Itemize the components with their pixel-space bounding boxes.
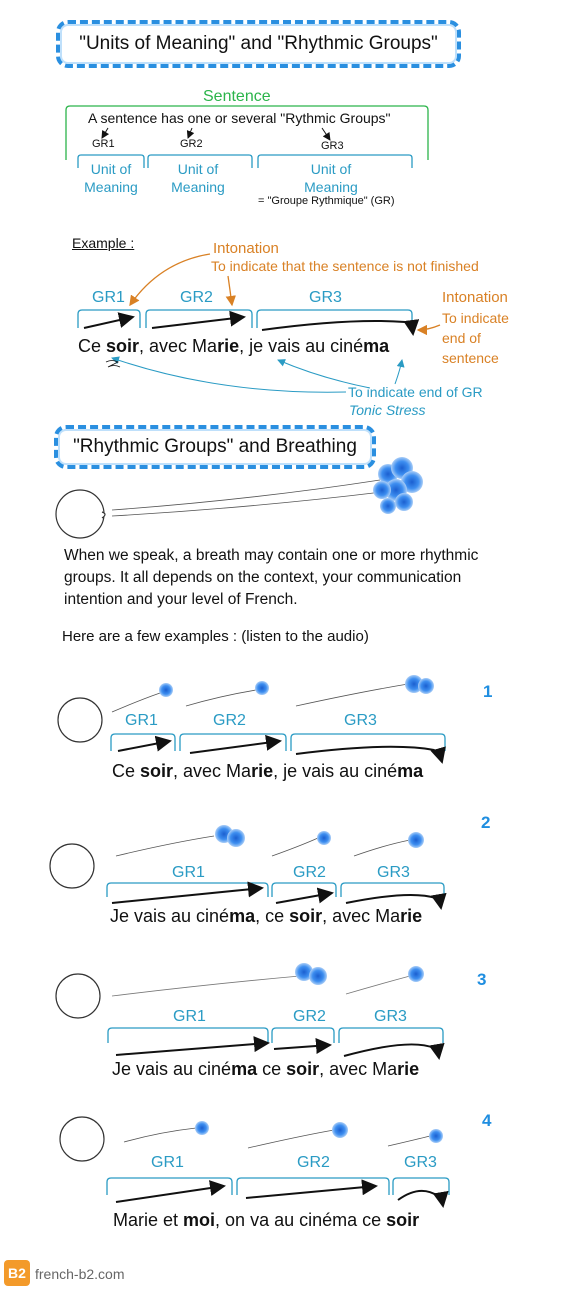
intonation-arrows	[130, 254, 440, 330]
s-stress: moi	[183, 1210, 216, 1230]
s-part: Je vais au ciné	[110, 906, 230, 926]
ex1-arrows	[118, 741, 442, 762]
unit3-line2: Meaning	[304, 179, 358, 195]
s-part: , avec Ma	[322, 906, 401, 926]
tonic-stress: Tonic Stress	[349, 402, 426, 418]
s-stress: rie	[400, 906, 423, 926]
tonic-arrows	[112, 358, 402, 392]
intonation1-title: Intonation	[213, 240, 279, 257]
s-stress: soir	[106, 336, 140, 356]
intonation2-desc-2: end of	[442, 330, 481, 346]
example1-number: 1	[483, 682, 493, 701]
small-arrows	[102, 128, 330, 140]
ex2-clouds	[215, 825, 424, 848]
s-stress: rie	[251, 761, 274, 781]
stress-marks	[106, 361, 120, 368]
ex1-gr2: GR2	[213, 712, 246, 729]
s-stress: rie	[397, 1059, 420, 1079]
ex3-gr1: GR1	[173, 1008, 206, 1025]
gr1-small: GR1	[92, 138, 115, 150]
site-link[interactable]: french-b2.com	[35, 1266, 125, 1282]
ex4-clouds	[195, 1121, 443, 1143]
s-part: , ce	[255, 906, 290, 926]
unit2-line2: Meaning	[171, 179, 225, 195]
ex4-brackets	[107, 1178, 449, 1195]
sentence-label: Sentence	[203, 88, 271, 105]
intonation2-title: Intonation	[442, 289, 508, 306]
example2-number: 2	[481, 813, 491, 832]
section1-title-text: "Units of Meaning" and "Rhythmic Groups"	[79, 33, 438, 54]
ex4-gr2: GR2	[297, 1154, 330, 1171]
paragraph-line-3: intention and your level of French.	[64, 591, 298, 608]
s-part: ce	[257, 1059, 287, 1079]
s-part: , avec Ma	[173, 761, 252, 781]
s-stress: soir	[140, 761, 174, 781]
ex4-breaths	[124, 1128, 430, 1148]
unit2-line1: Unit of	[177, 161, 219, 177]
ex2-arrows	[112, 888, 441, 908]
intonation2-desc-3: sentence	[442, 350, 499, 366]
s-stress: ma	[363, 336, 390, 356]
ex4-arrows	[116, 1186, 443, 1206]
s-stress: ma	[231, 1059, 258, 1079]
ex1-clouds	[159, 675, 434, 697]
s-part: , je vais au ciné	[239, 336, 364, 356]
ex2-gr3: GR3	[377, 864, 410, 881]
unit1-line2: Meaning	[84, 179, 138, 195]
sentence-bracket	[66, 106, 428, 160]
ex3-breaths	[112, 976, 410, 996]
gr-end-desc: To indicate end of GR	[348, 384, 483, 400]
s-part: , avec Ma	[319, 1059, 398, 1079]
s-stress: soir	[289, 906, 323, 926]
s-part: Ce	[112, 761, 141, 781]
sentence-desc: A sentence has one or several "Rythmic Groups"	[88, 110, 391, 126]
gr2-small: GR2	[180, 138, 203, 150]
ex4-face	[60, 1117, 104, 1161]
s-stress: soir	[386, 1210, 420, 1230]
paragraph-line-1: When we speak, a breath may contain one or more rhythmic	[64, 547, 479, 564]
ex3-gr2: GR2	[293, 1008, 326, 1025]
intonation1-desc: To indicate that the sentence is not finished	[211, 258, 479, 274]
example-gr2: GR2	[180, 289, 213, 306]
s-stress: soir	[286, 1059, 320, 1079]
ex4-gr3: GR3	[404, 1154, 437, 1171]
ex2-breaths	[116, 836, 410, 856]
ex1-face	[58, 698, 102, 742]
s-part: , je vais au ciné	[273, 761, 398, 781]
logo-text: B2	[8, 1265, 26, 1281]
examples-intro: Here are a few examples : (listen to the audio)	[62, 628, 369, 645]
example-label: Example :	[72, 235, 135, 251]
s-stress: ma	[397, 761, 424, 781]
unit3-line1: Unit of	[310, 161, 352, 177]
s-part: , avec Ma	[139, 336, 218, 356]
ex3-gr3: GR3	[374, 1008, 407, 1025]
gr3-small: GR3	[321, 140, 344, 152]
example-arrows	[84, 317, 413, 334]
ex3-brackets	[108, 1028, 443, 1043]
groupe-note: = "Groupe Rythmique" (GR)	[258, 195, 395, 207]
unit-brackets	[78, 155, 412, 168]
s-stress: ma	[229, 906, 256, 926]
ex2-gr2: GR2	[293, 864, 326, 881]
ex3-arrows	[116, 1043, 439, 1058]
s-part: Marie et	[113, 1210, 184, 1230]
ex3-clouds	[295, 963, 424, 985]
ex4-gr1: GR1	[151, 1154, 184, 1171]
ex3-face	[56, 974, 100, 1018]
example4-number: 4	[482, 1111, 492, 1130]
section2-title-text: "Rhythmic Groups" and Breathing	[73, 436, 357, 457]
ex1-gr3: GR3	[344, 712, 377, 729]
example-gr1: GR1	[92, 289, 125, 306]
s-stress: rie	[217, 336, 240, 356]
ex2-gr1: GR1	[172, 864, 205, 881]
face-icon	[56, 490, 105, 538]
s-part: Je vais au ciné	[112, 1059, 232, 1079]
paragraph-line-2: groups. It all depends on the context, your communication	[64, 569, 462, 586]
s-part: Ce	[78, 336, 107, 356]
example-gr3: GR3	[309, 289, 342, 306]
intonation2-desc-1: To indicate	[442, 310, 509, 326]
breath-cloud	[373, 457, 423, 514]
ex2-face	[50, 844, 94, 888]
ex1-gr1: GR1	[125, 712, 158, 729]
breath-stream	[112, 480, 382, 516]
s-part: , on va au cinéma ce	[215, 1210, 387, 1230]
unit1-line1: Unit of	[90, 161, 132, 177]
example3-number: 3	[477, 970, 487, 989]
